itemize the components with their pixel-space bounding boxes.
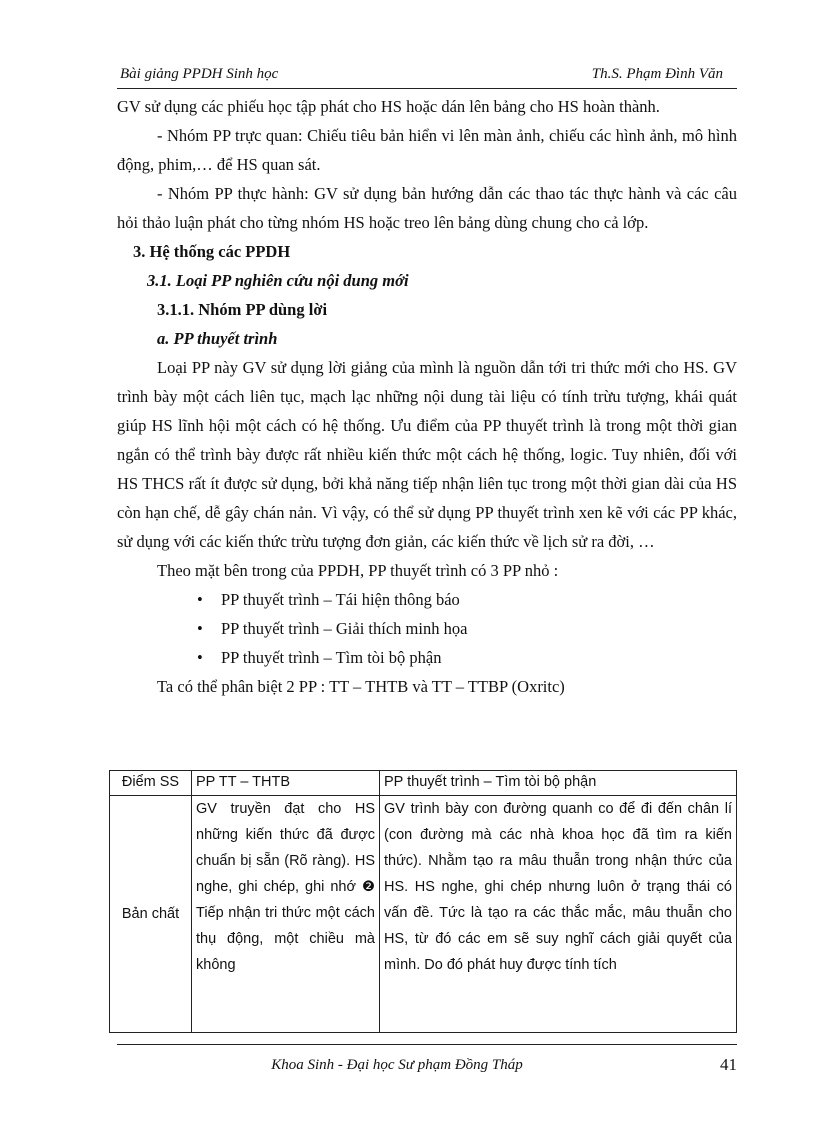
paragraph-worksheets: GV sử dụng các phiếu học tập phát cho HS hoặc dán lên bảng cho HS hoàn thành. xyxy=(117,97,660,116)
paragraph-practice-group: - Nhóm PP thực hành: GV sử dụng bản hướng dẫn các thao tác thực hành và các câu hỏi thảo luận phát cho từng nhóm HS hoặc treo lên bảng dùng chung cho cả lớp. xyxy=(117,184,737,232)
section-heading-3-1: 3.1. Loại PP nghiên cứu nội dung mới xyxy=(147,271,409,290)
table-header-cell: PP TT – THTB xyxy=(192,771,380,796)
section-heading-3: 3. Hệ thống các PPDH xyxy=(133,242,291,261)
table-cell-exploration: GV trình bày con đường quanh co để đi đến chân lí (con đường mà các nhà khoa học đã tìm ra kiến thức). Nhằm tạo ra mâu thuẫn trong nhận thức của HS. HS nghe, ghi chép nhưng luôn ở trạng thái có vấn đề. Tức là tạo ra các thắc mắc, mâu thuẫn cho HS, từ đó các em sẽ suy nghĩ cách giải quyết của mình. Do đó phát huy được tính tích xyxy=(380,796,737,1033)
page-header xyxy=(117,62,737,89)
header-course-title: Bài giảng PPDH Sinh học xyxy=(120,66,279,82)
subsection-heading-a: a. PP thuyết trình xyxy=(157,329,278,348)
bullet-icon: • xyxy=(197,648,203,667)
table-header-cell: Điểm SS xyxy=(110,771,192,796)
list-item: • PP thuyết trình – Tìm tòi bộ phận xyxy=(117,643,737,672)
table-header-cell: PP thuyết trình – Tìm tòi bộ phận xyxy=(380,771,737,796)
footer-institution: Khoa Sinh - Đại học Sư phạm Đồng Tháp xyxy=(271,1057,523,1073)
bullet-icon: • xyxy=(197,590,203,609)
paragraph-sub-methods-intro: Theo mặt bên trong của PPDH, PP thuyết trình có 3 PP nhỏ : xyxy=(157,561,559,580)
page-number: 41 xyxy=(720,1055,737,1074)
section-heading-3-1-1: 3.1.1. Nhóm PP dùng lời xyxy=(157,300,328,319)
list-item: • PP thuyết trình – Tái hiện thông báo xyxy=(117,585,737,614)
table-row-label: Bản chất xyxy=(110,796,192,1033)
sub-methods-list xyxy=(117,585,737,672)
bullet-icon: • xyxy=(197,619,203,638)
page-footer xyxy=(117,1044,737,1074)
table-row xyxy=(110,796,737,1033)
table-cell-presentation: GV truyền đạt cho HS những kiến thức đã được chuẩn bị sẵn (Rõ ràng). HS nghe, ghi chép, ghi nhớ ❷ Tiếp nhận tri thức một cách thụ động, một chiều mà không xyxy=(192,796,380,1033)
header-author: Th.S. Phạm Đình Văn xyxy=(591,66,723,82)
list-item: • PP thuyết trình – Giải thích minh họa xyxy=(117,614,737,643)
paragraph-visual-group: - Nhóm PP trực quan: Chiếu tiêu bản hiển vi lên màn ảnh, chiếu các hình ảnh, mô hình động, phim,… để HS quan sát. xyxy=(117,126,737,174)
paragraph-table-intro: Ta có thể phân biệt 2 PP : TT – THTB và TT – TTBP (Oxritc) xyxy=(157,677,565,696)
table-header-row xyxy=(110,771,737,796)
comparison-table xyxy=(109,770,737,1033)
page-content xyxy=(117,92,737,701)
paragraph-lecture-method: Loại PP này GV sử dụng lời giảng của mình là nguồn dẫn tới tri thức mới cho HS. GV trình bày một cách liên tục, mạch lạc những nội dung tài liệu có tính trừu tượng, khái quát giúp HS lĩnh hội một cách có hệ thống. Ưu điểm của PP thuyết trình là trong một thời gian ngắn có thể trình bày được rất nhiều kiến thức một cách hệ thống, logic. Tuy nhiên, đối với HS THCS rất ít được sử dụng, bởi khả năng tiếp nhận liên tục trong một thời gian dài của HS còn hạn chế, dễ gây chán nản. Vì vậy, có thể sử dụng PP thuyết trình xen kẽ với các PP khác, sử dụng với các kiến thức trừu tượng đơn giản, các kiến thức về lịch sử ra đời, … xyxy=(117,358,737,551)
